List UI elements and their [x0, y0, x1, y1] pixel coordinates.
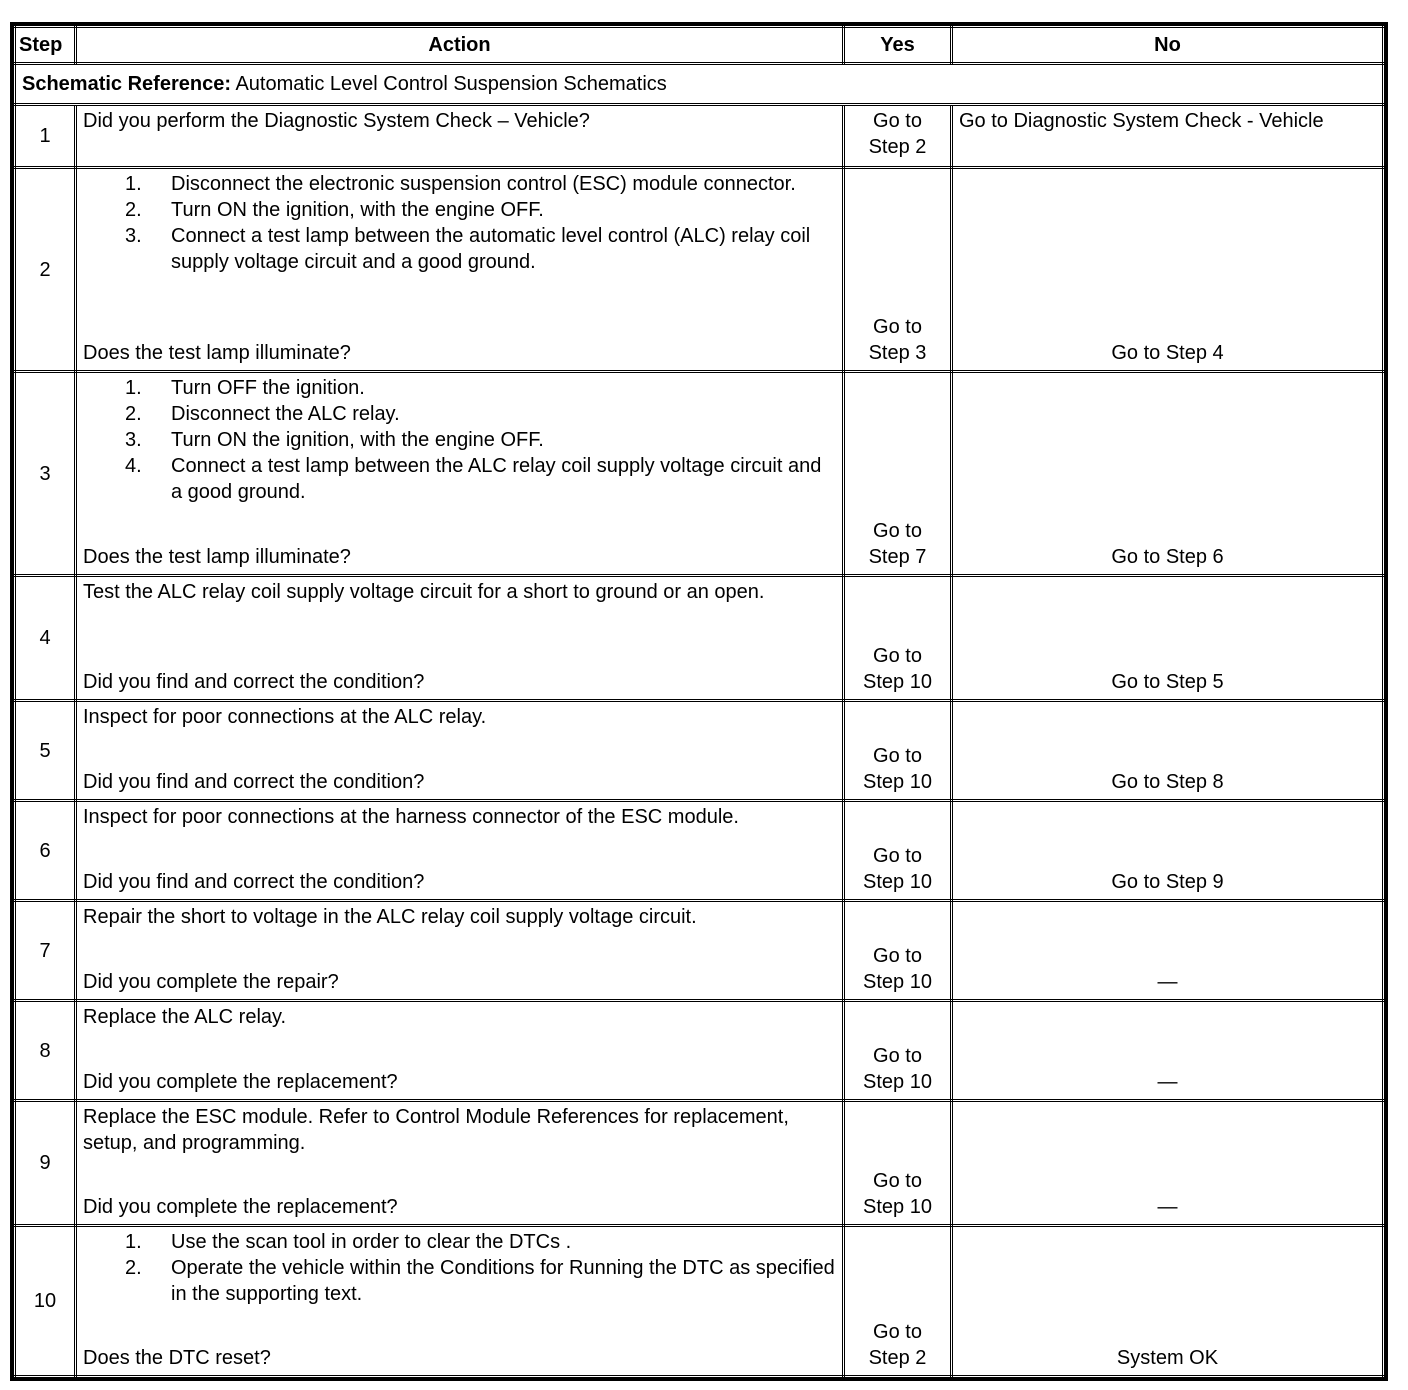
no-cell: —: [952, 1101, 1384, 1226]
action-cell: [76, 1101, 844, 1226]
step-number: 8: [15, 1001, 76, 1101]
action-question: Does the DTC reset?: [83, 1347, 271, 1369]
action-question: Does the test lamp illuminate?: [83, 342, 351, 364]
list-item: Turn OFF the ignition.: [171, 377, 365, 399]
step-number: 9: [15, 1101, 76, 1226]
action-cell: [76, 576, 844, 701]
list-item: Use the scan tool in order to clear the DTCs .: [171, 1231, 572, 1253]
table-row: [15, 1101, 1384, 1226]
table-row: [15, 168, 1384, 372]
action-cell: [76, 372, 844, 576]
schematic-row: [15, 64, 1384, 105]
header-yes: Yes: [844, 27, 952, 64]
step-number: 3: [15, 372, 76, 576]
no-cell[interactable]: Go to Diagnostic System Check - Vehicle: [952, 105, 1384, 168]
list-item: Disconnect the ALC relay.: [171, 403, 400, 425]
step-number: 10: [15, 1226, 76, 1377]
table-row: [15, 1001, 1384, 1101]
action-question: Does the test lamp illuminate?: [83, 546, 351, 568]
header-step: Step: [15, 27, 76, 64]
table-row: [15, 105, 1384, 168]
step-number: 7: [15, 901, 76, 1001]
yes-text: Step 10: [863, 771, 932, 793]
action-question: Did you complete the repair?: [83, 971, 339, 993]
action-steps-list: [83, 1229, 836, 1307]
yes-cell[interactable]: [844, 1101, 952, 1226]
action-text: Test the ALC relay coil supply voltage circuit for a short to ground or an open.: [83, 581, 765, 603]
yes-cell[interactable]: [844, 701, 952, 801]
table-row: [15, 901, 1384, 1001]
list-item: Connect a test lamp between the automatic level control (ALC) relay coil supply voltage circuit and a good ground.: [171, 225, 811, 273]
yes-text: Go to: [873, 1170, 922, 1192]
yes-text: Step 10: [863, 1196, 932, 1218]
yes-cell[interactable]: [844, 901, 952, 1001]
action-question: Did you complete the replacement?: [83, 1071, 398, 1093]
list-item: Operate the vehicle within the Conditions for Running the DTC as specified in the supporting text.: [171, 1257, 835, 1305]
yes-text: Go to: [873, 1045, 922, 1067]
yes-text: Step 3: [868, 342, 927, 364]
yes-text: Step 2: [868, 136, 927, 158]
list-item: Turn ON the ignition, with the engine OFF.: [171, 199, 544, 221]
yes-cell[interactable]: [844, 105, 952, 168]
step-number: 6: [15, 801, 76, 901]
yes-text: Go to: [873, 1321, 922, 1343]
yes-cell[interactable]: [844, 1226, 952, 1377]
action-steps-list: [83, 375, 836, 505]
action-text: Inspect for poor connections at the harness connector of the ESC module.: [83, 806, 739, 828]
action-cell: [76, 1001, 844, 1101]
yes-cell[interactable]: [844, 372, 952, 576]
table-row: [15, 801, 1384, 901]
action-text: Replace the ESC module. Refer to Control Module References for replacement, setup, and programming.: [83, 1106, 789, 1154]
schematic-reference: [15, 64, 1384, 105]
list-item: Disconnect the electronic suspension control (ESC) module connector.: [171, 173, 796, 195]
yes-text: Go to: [873, 520, 922, 542]
header-action: Action: [76, 27, 844, 64]
table-row: [15, 1226, 1384, 1377]
list-item: Connect a test lamp between the ALC relay coil supply voltage circuit and a good ground.: [171, 455, 822, 503]
no-cell[interactable]: Go to Step 8: [952, 701, 1384, 801]
no-cell[interactable]: Go to Step 5: [952, 576, 1384, 701]
diagnostic-table: [13, 25, 1385, 1378]
schematic-link[interactable]: Automatic Level Control Suspension Schematics: [235, 73, 667, 95]
table-row: [15, 372, 1384, 576]
table-row: [15, 701, 1384, 801]
action-question: Did you find and correct the condition?: [83, 771, 425, 793]
table-row: [15, 576, 1384, 701]
yes-cell[interactable]: [844, 168, 952, 372]
yes-text: Step 10: [863, 871, 932, 893]
list-item: Turn ON the ignition, with the engine OFF.: [171, 429, 544, 451]
yes-text: Step 7: [868, 546, 927, 568]
action-question: Did you complete the replacement?: [83, 1196, 398, 1218]
header-row: [15, 27, 1384, 64]
yes-text: Go to: [873, 316, 922, 338]
no-cell[interactable]: Go to Step 6: [952, 372, 1384, 576]
yes-text: Go to: [873, 110, 922, 132]
no-cell[interactable]: Go to Step 9: [952, 801, 1384, 901]
header-no: No: [952, 27, 1384, 64]
action-cell: [76, 901, 844, 1001]
action-cell: [76, 801, 844, 901]
action-text: Inspect for poor connections at the ALC relay.: [83, 706, 487, 728]
action-question: Did you find and correct the condition?: [83, 871, 425, 893]
step-number: 5: [15, 701, 76, 801]
action-cell: [76, 168, 844, 372]
action-steps-list: [83, 171, 836, 275]
step-number: 1: [15, 105, 76, 168]
action-question: Did you find and correct the condition?: [83, 671, 425, 693]
diagnostic-table-container: [10, 22, 1388, 1381]
schematic-label: Schematic Reference:: [22, 73, 231, 95]
yes-text: Go to: [873, 945, 922, 967]
action-cell: [76, 105, 844, 168]
action-text: Replace the ALC relay.: [83, 1006, 287, 1028]
action-cell: [76, 1226, 844, 1377]
no-cell: —: [952, 901, 1384, 1001]
no-cell[interactable]: System OK: [952, 1226, 1384, 1377]
yes-text: Step 2: [868, 1347, 927, 1369]
yes-cell[interactable]: [844, 576, 952, 701]
action-cell: [76, 701, 844, 801]
no-cell[interactable]: Go to Step 4: [952, 168, 1384, 372]
yes-text: Step 10: [863, 971, 932, 993]
yes-cell[interactable]: [844, 801, 952, 901]
yes-cell[interactable]: [844, 1001, 952, 1101]
yes-text: Go to: [873, 845, 922, 867]
action-text: Repair the short to voltage in the ALC relay coil supply voltage circuit.: [83, 906, 697, 928]
no-cell: —: [952, 1001, 1384, 1101]
yes-text: Go to: [873, 745, 922, 767]
action-text: Did you perform the Diagnostic System Check – Vehicle?: [83, 110, 590, 132]
yes-text: Step 10: [863, 671, 932, 693]
step-number: 4: [15, 576, 76, 701]
yes-text: Go to: [873, 645, 922, 667]
yes-text: Step 10: [863, 1071, 932, 1093]
step-number: 2: [15, 168, 76, 372]
